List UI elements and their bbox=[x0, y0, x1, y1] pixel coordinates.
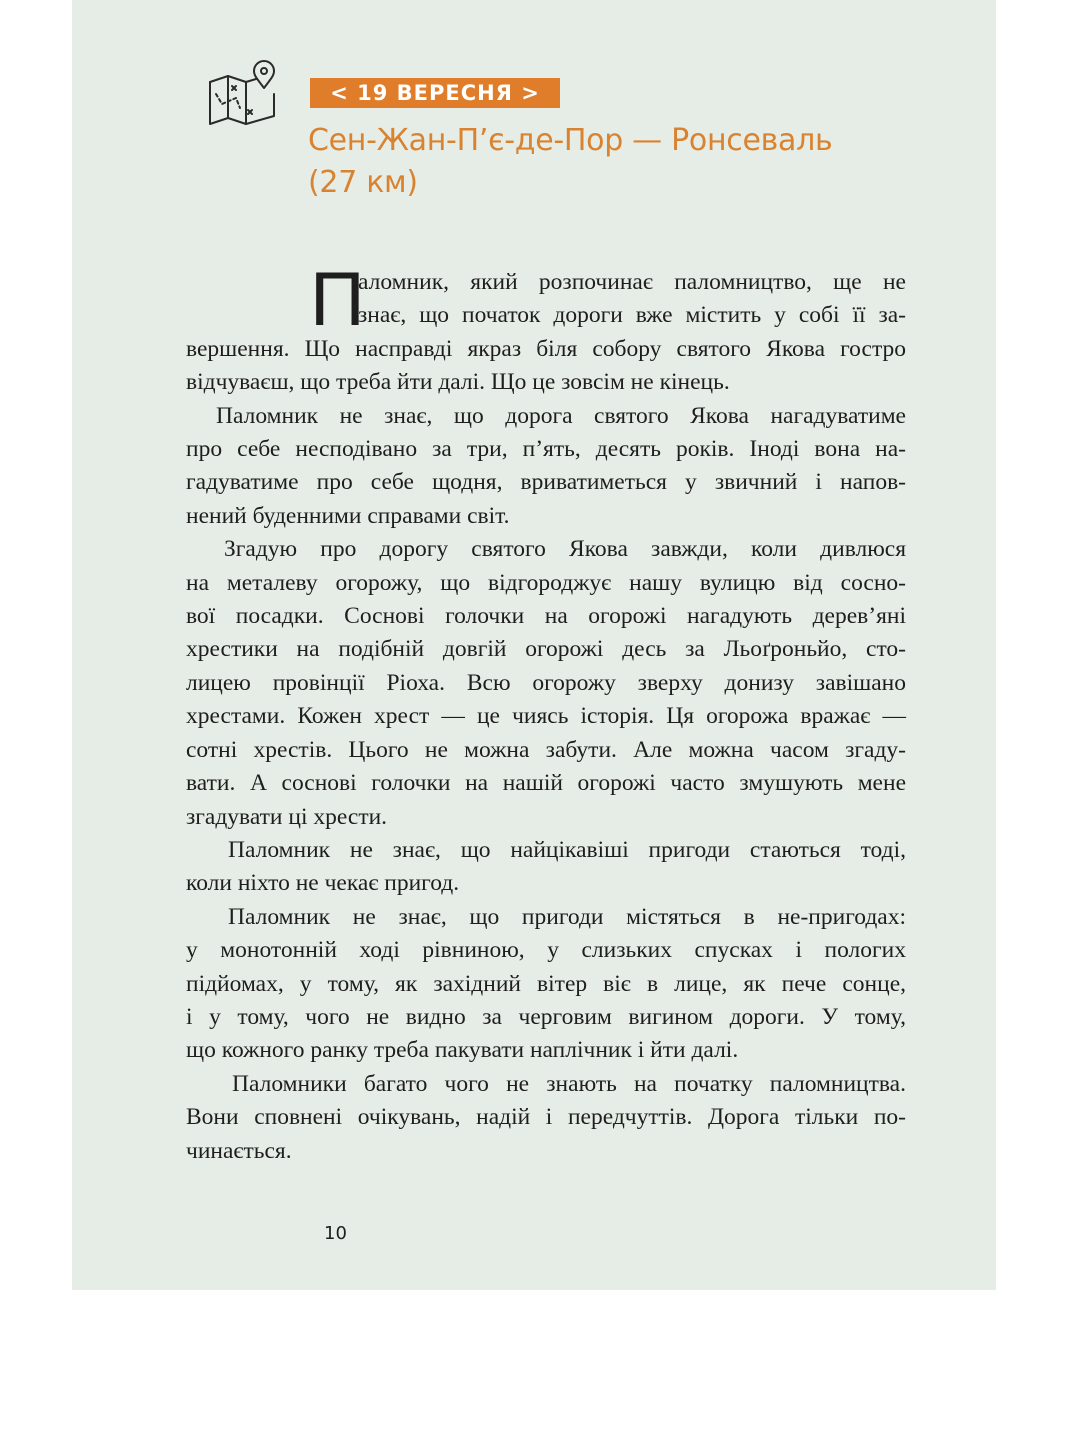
text-line: Паломник не знає, що дорога святого Якова нагадуватиме bbox=[216, 402, 906, 429]
text-line: Паломник не знає, що пригоди містяться в не-пригодах: bbox=[228, 903, 906, 930]
text-line: про себе несподівано за три, п’ять, десять років. Іноді вона на- bbox=[186, 436, 906, 463]
text-line: що кожного ранку треба пакувати наплічник і йти далі. bbox=[186, 1037, 739, 1064]
text-line: і у тому, чого не видно за черговим вигином дороги. У тому, bbox=[186, 1003, 906, 1030]
text-line: хрестами. Кожен хрест — це чиясь історія. Ця огорожа вражає — bbox=[186, 703, 906, 730]
text-line: вати. А соснові голочки на нашій огорожі часто змушують мене bbox=[186, 770, 906, 797]
page-number: 10 bbox=[324, 1223, 347, 1244]
text-line: відчуваєш, що треба йти далі. Що це зовсім не кінець. bbox=[186, 369, 730, 396]
text-line: на металеву огорожу, що відгороджує нашу вулицю від сосно- bbox=[186, 569, 906, 596]
chapter-title-line-1: Сен-Жан-П’є-де-Пор — Ронсеваль bbox=[308, 123, 833, 158]
text-line: у монотонній ході рівниною, у слизьких спусках і пологих bbox=[186, 937, 906, 964]
text-line: аломник, який розпочинає паломництво, ще не bbox=[358, 269, 906, 295]
text-line: Паломник не знає, що найцікавіші пригоди стаються тоді, bbox=[228, 836, 906, 863]
text-line: Паломники багато чого не знають на початку паломництва. bbox=[232, 1070, 906, 1097]
text-line: сотні хрестів. Цього не можна забути. Але можна часом згаду- bbox=[186, 736, 906, 763]
drop-cap: П bbox=[310, 257, 365, 342]
chapter-title-line-2: (27 км) bbox=[308, 165, 418, 200]
chapter-title bbox=[308, 120, 948, 204]
text-line: знає, що початок дороги вже містить у собі її за- bbox=[358, 302, 906, 329]
text-line: нений буденними справами світ. bbox=[186, 502, 510, 529]
text-line: згадувати ці хрести. bbox=[186, 803, 388, 830]
date-label: < 19 ВЕРЕСНЯ > bbox=[310, 78, 560, 108]
text-line: лицею провінції Ріоха. Всю огорожу зверху донизу завішано bbox=[186, 669, 906, 696]
text-line: гадуватиме про себе щодня, вриватиметься у звичний і напов- bbox=[186, 469, 906, 496]
text-line: чинається. bbox=[186, 1137, 292, 1164]
text-line: коли ніхто не чекає пригод. bbox=[186, 870, 460, 897]
text-line: Згадую про дорогу святого Якова завжди, коли дивлюся bbox=[224, 536, 906, 563]
text-line: хрестики на подібній довгій огорожі десь за Льоґроньйо, сто- bbox=[186, 636, 906, 663]
text-line: підйомах, у тому, як західний вітер віє в лице, як пече сонце, bbox=[186, 970, 906, 997]
text-line: вершення. Що насправді якраз біля собору святого Якова гостро bbox=[186, 335, 906, 362]
body-text bbox=[186, 257, 906, 1168]
map-pin-icon bbox=[208, 64, 276, 128]
text-line: вої посадки. Соснові голочки на огорожі нагадують дерев’яні bbox=[186, 603, 906, 630]
text-line: Вони сповнені очікувань, надій і передчуттів. Дорога тільки по- bbox=[186, 1104, 906, 1131]
